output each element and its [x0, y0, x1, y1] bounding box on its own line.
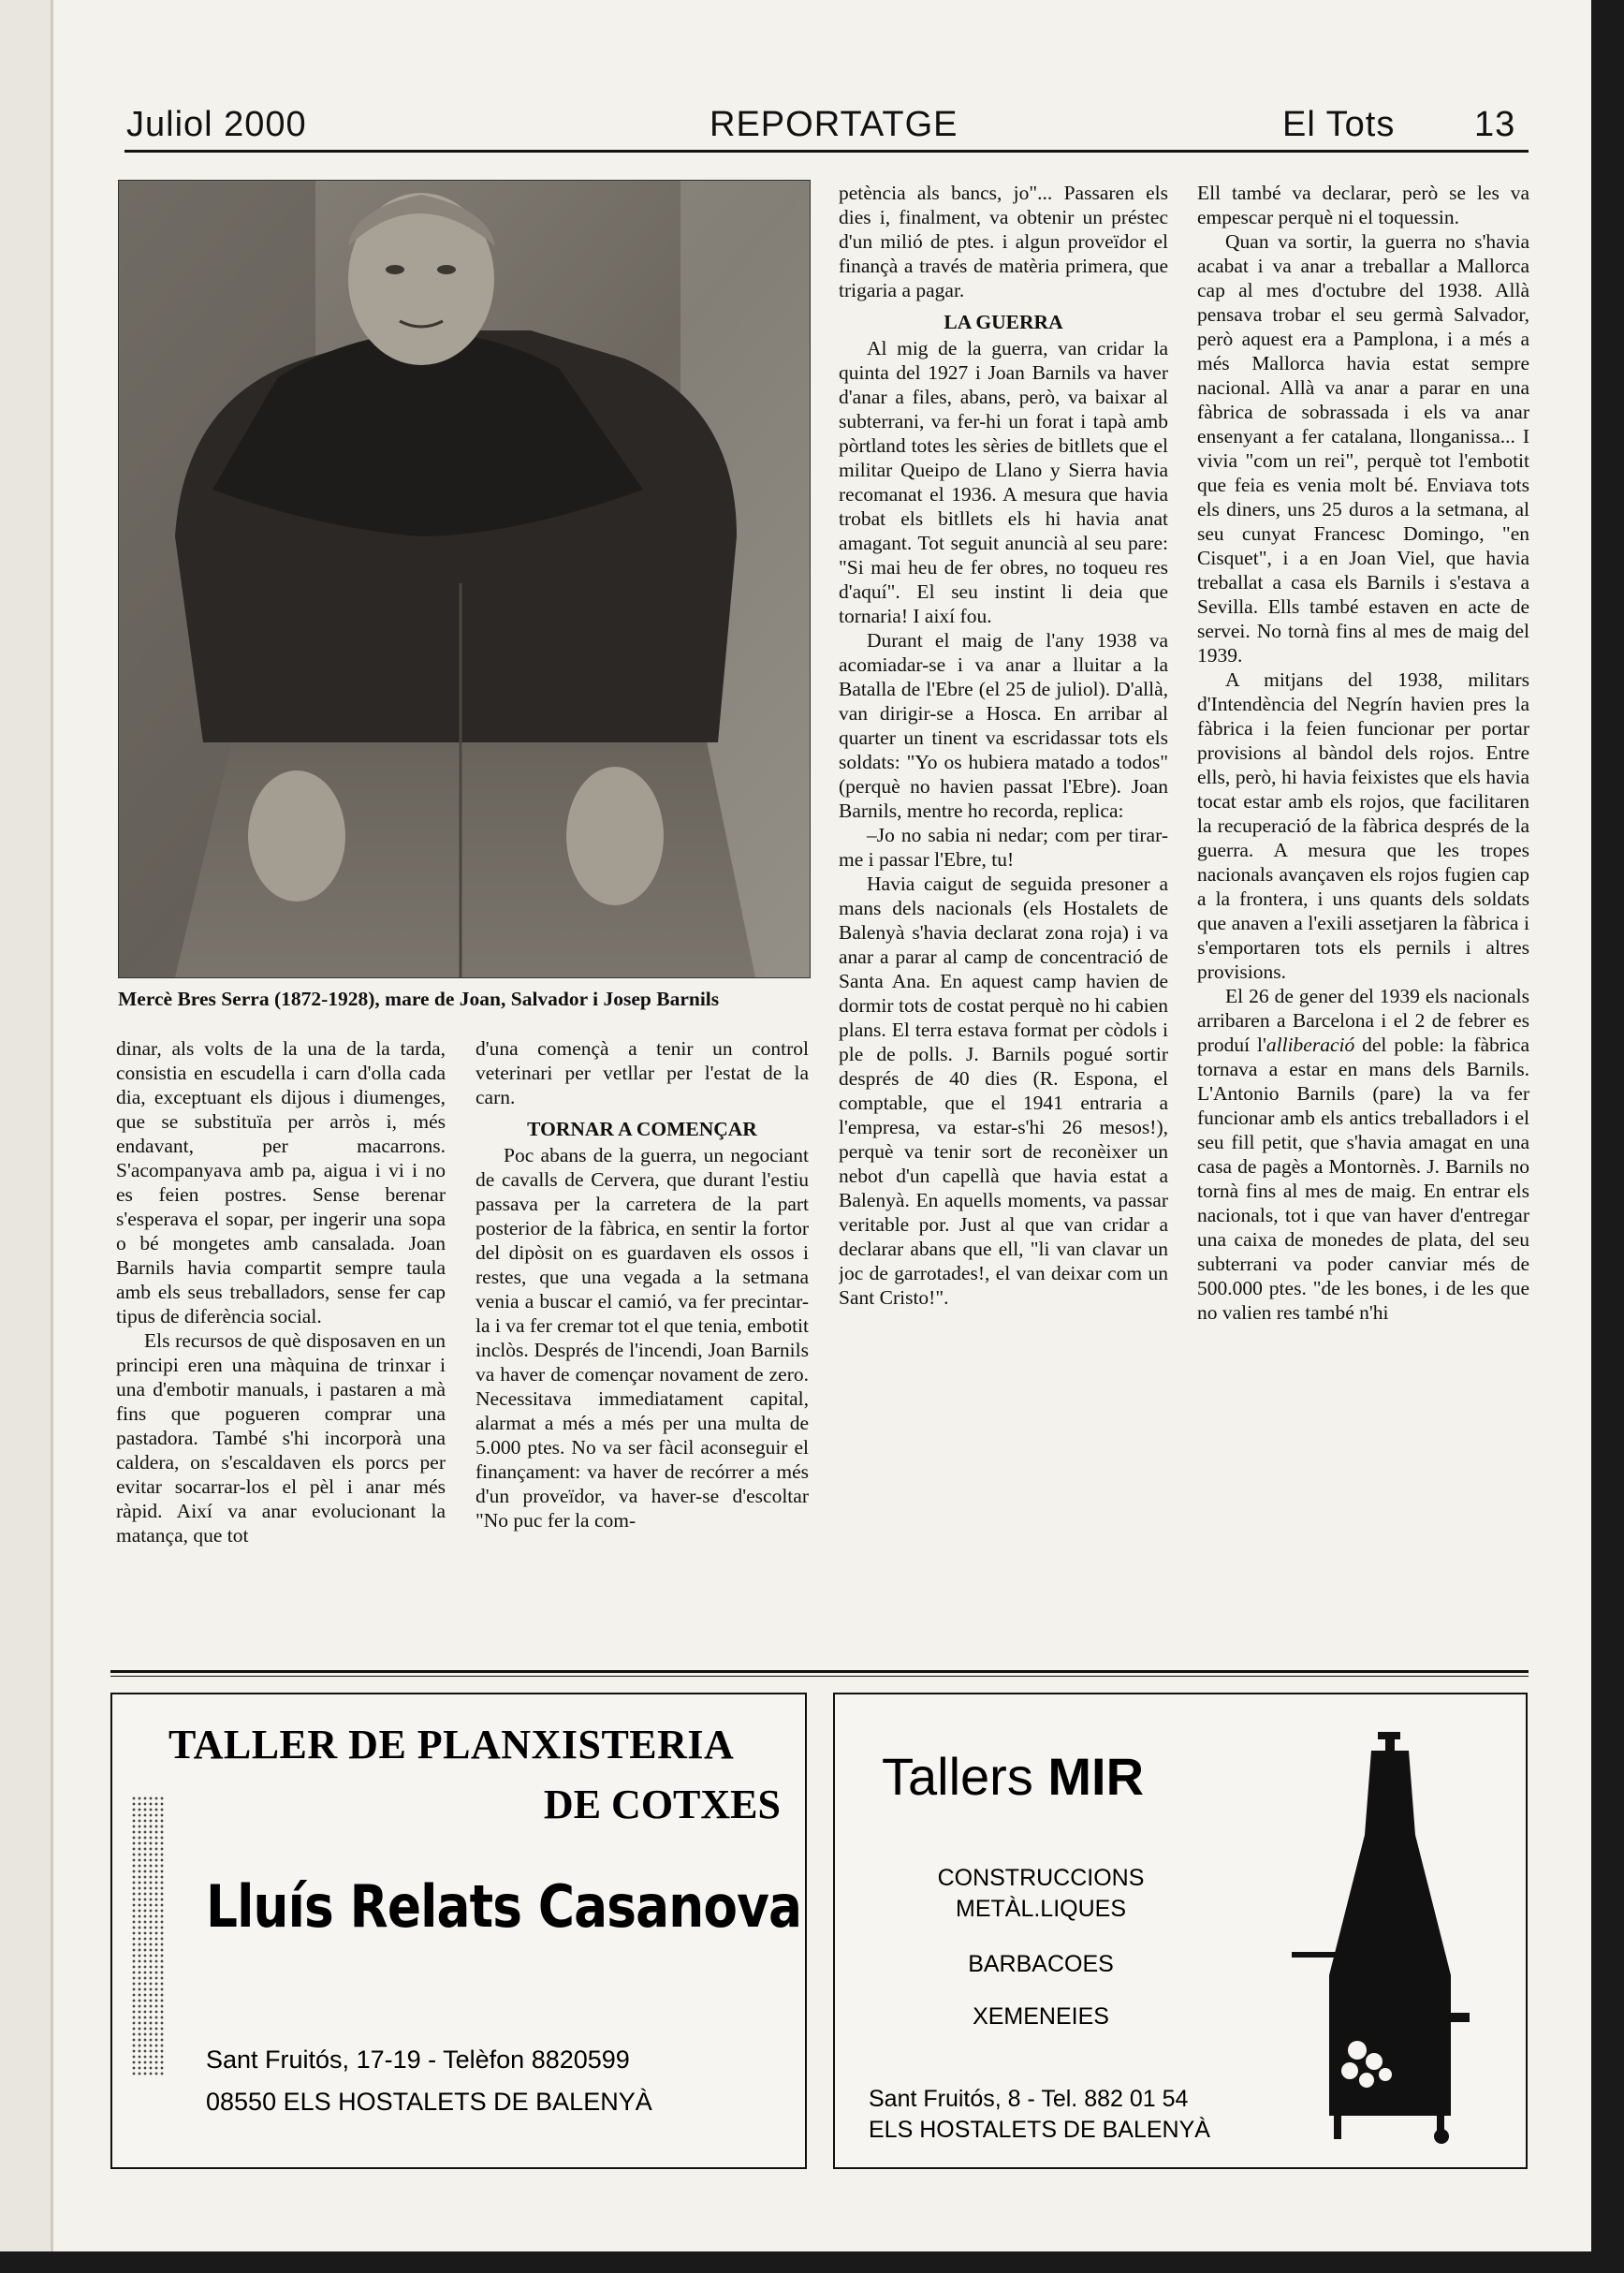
header-section: REPORTATGE	[710, 105, 958, 144]
col3-paragraph: –Jo no sabia ni nedar; com per tirar-me i passar l'Ebre, tu!	[839, 824, 1168, 871]
col4-paragraph: Ell també va declarar, però se les va empescar perquè ni el toquessin.	[1197, 182, 1529, 228]
ad-business-name: Lluís Relats Casanova	[206, 1872, 802, 1941]
ad-address-line1: Sant Fruitós, 17-19 - Telèfon 8820599	[206, 2046, 630, 2074]
portrait-photo	[118, 180, 811, 978]
portrait-image	[119, 181, 810, 977]
header-magazine: El Tots	[1282, 105, 1396, 144]
ad-title-line1: TALLER DE PLANXISTERIA	[168, 1722, 735, 1767]
col3-paragraph: Al mig de la guerra, van cridar la quinta del 1927 i Joan Barnils va haver d'anar a files, abans, però, va baixar al subterrani, va fer-hi un forat i tapà amb pòrtland totes les sèries de bitllets que el militar Queipo de Llano y Sierra havia recomanat el 1936. A mesura que havia trobat els bitllets els hi havia anat amagant. Tot seguit anuncià al seu pare: "Si mai heu de fer obres, no toqueu res d'aquí". El seu instint li deia que tornaria! I així fou.	[839, 337, 1168, 627]
col4-paragraph: A mitjans del 1938, militars d'Intendència del Negrín havien pres la fàbrica i la feien funcionar per portar provisions al bàndol dels rojos. Entre ells, però, hi havia feixistes que els havia tocat estar amb els rojos, que facilitaren la recuperació de la fàbrica després de la guerra. A mesura que les tropes nacionals avançaven els rojos fugien cap a la frontera, i uns quants dels soldats que anaven a l'exili assetjaren la fàbrica i s'emportaren tots els pernils i altres provisions.	[1197, 668, 1529, 983]
article-column-1	[116, 1036, 446, 1662]
col4-paragraph	[1197, 984, 1529, 1325]
col3-paragraph: Durant el maig de l'any 1938 va acomiadar-se i va anar a lluitar a la Batalla de l'Ebre (el 25 de juliol). D'allà, van dirigir-se a Hosca. En arribar al quarter un tinent va escridassar tots els soldats: "Yo os hubiera matado a todos" (perquè no havien passat l'Ebre). Joan Barnils, mentre ho recorda, replica:	[839, 629, 1168, 822]
ads-separator-rule	[110, 1670, 1529, 1673]
section-heading-guerra: LA GUERRA	[944, 311, 1063, 333]
ad-tallers-mir	[833, 1693, 1528, 2169]
dotted-border-decoration	[131, 1796, 165, 2076]
header-page-number: 13	[1474, 105, 1516, 144]
ad-address-line2: ELS HOSTALETS DE BALENYÀ	[869, 2117, 1210, 2143]
ad-brand-bold: MIR	[1047, 1747, 1145, 1806]
article-column-3	[839, 181, 1168, 1662]
barbecue-grill-icon	[1292, 1732, 1507, 2144]
header-date: Juliol 2000	[126, 105, 307, 144]
ads-separator-rule-thin	[110, 1676, 1529, 1677]
ad-brand	[882, 1746, 1144, 1807]
col1-paragraph: Els recursos de què disposaven en un principi eren una màquina de trinxar i una d'embotir manuals, i pastaren a mà fins que pogueren comprar una pastadora. També s'hi incorporà una caldera, on s'escaldaven els porcs per evitar socarrar-los el pèl i anar més ràpid. Així va anar evolucionant la matança, que tot	[116, 1329, 446, 1547]
ad-address-line1: Sant Fruitós, 8 - Tel. 882 01 54	[869, 2086, 1189, 2112]
article-column-2	[475, 1036, 809, 1662]
running-header	[124, 105, 1529, 152]
page-spine	[51, 0, 53, 2251]
ad-service-line: CONSTRUCCIONS	[937, 1865, 1145, 1891]
ad-service-xemeneies: XEMENEIES	[973, 2003, 1109, 2030]
ad-service-construccions	[910, 1863, 1172, 1925]
ad-service-line: METÀL.LIQUES	[956, 1896, 1126, 1922]
ad-brand-light: Tallers	[882, 1747, 1048, 1806]
ad-planxisteria	[110, 1693, 807, 2169]
header-rule	[124, 150, 1529, 153]
col2-paragraph: Poc abans de la guerra, un negociant de cavalls de Cervera, que durant l'estiu passava per la carretera de la part posterior de la fàbrica, en sentir la fortor del dipòsit on es guardaven els ossos i restes, que una vegada a la setmana venia a buscar el camió, va fer precintar-la i va fer cremar tot el que tenia, embotit inclòs. Després de l'incendi, Joan Barnils va haver de començar novament de zero. Necessitava immediatament capital, alarmat a més a més per una multa de 5.000 ptes. No va ser fàcil aconseguir el finançament: va haver de recórrer a més d'un proveïdor, va haver-se d'escoltar "No puc fer la com-	[475, 1144, 809, 1532]
col1-paragraph: dinar, als volts de la una de la tarda, consistia en escudella i carn d'olla cada dia, exceptuant els dijous i diumenges, que se substituïa per arròs i, més endavant, per macarrons. S'acompanyava amb pa, aigua i vi i no es feien postres. Sense berenar s'esperava el sopar, per ingerir una sopa o bé mongetes amb cansalada. Joan Barnils havia compartit sempre taula amb els seus treballadors, sense fer cap tipus de diferència social.	[116, 1037, 446, 1327]
col3-paragraph: petència als bancs, jo"... Passaren els dies i, finalment, va obtenir un préstec d'un milió de ptes. i algun proveïdor el finançà a través de matèria primera, que trigaria a pagar.	[839, 182, 1168, 301]
article-column-4	[1197, 181, 1529, 1662]
section-heading-tornar: TORNAR A COMENÇAR	[527, 1118, 757, 1140]
ad-title-line2: DE COTXES	[543, 1782, 781, 1827]
col3-paragraph: Havia caigut de seguida presoner a mans dels nacionals (els Hostalets de Balenyà s'havia declarat zona roja) i va anar a parar al camp de concentració de Santa Ana. En aquest camp havien de dormir tots de costat perquè no hi cabien plans. El terra estava format per còdols i ple de polls. J. Barnils pogué sortir després de 40 dies (R. Espona, el comptable, que el 1941 entraria a l'empresa, va estar-s'hi 26 mesos!), perquè va tenir sort de reconèixer un nebot d'un capellà que havia estat a Balenyà. En aquells moments, va passar veritable por. Just al que van cridar a declarar abans que ell, "li van clavar un joc de garrotades!, el van deixar com un Sant Cristo!".	[839, 873, 1168, 1309]
col4-paragraph: Quan va sortir, la guerra no s'havia acabat i va anar a treballar a Mallorca cap al mes d'octubre del 1938. Allà pensava trobar el seu germà Salvador, però aquest era a Pamplona, i a més a més Mallorca havia estat sempre nacional. Allà va anar a parar en una fàbrica de sobrassada i els va anar ensenyant a fer catalana, llonganissa... I vivia "com un rei", perquè tot l'embotit que feia es venia molt bé. Enviava tots els diners, uns 25 duros a la setmana, al seu cunyat Francesc Domingo, "en Cisquet", i a en Joan Viel, que havia treballat a casa els Barnils i s'estava a Sevilla. Ells també estaven en acte de servei. No tornà fins al mes de maig del 1939.	[1197, 230, 1529, 667]
ad-address-line2: 08550 ELS HOSTALETS DE BALENYÀ	[206, 2088, 652, 2116]
col2-paragraph: d'una començà a tenir un control veterinari per vetllar per l'estat de la carn.	[475, 1037, 809, 1108]
col4-text: El 26 de gener del 1939 els nacionals arribaren a Barcelona i el 2 de febrer es produí l'	[1197, 985, 1529, 1056]
ad-service-barbacoes: BARBACOES	[968, 1951, 1114, 1977]
col4-text: del poble: la fàbrica tornava a estar en mans dels Barnils. L'Antonio Barnils (pare) la va fer funcionar amb els antics treballadors i el seu fill petit, que s'havia amagat en una casa de pagès a Montornès. J. Barnils no tornà fins al mes de maig. En entrar els nacionals, tot i que van haver d'entregar una caixa de monedes de plata, del seu subterrani va poder canviar més de 500.000 ptes. "de les bones, i de les que no valien res també n'hi	[1197, 1034, 1529, 1324]
photo-caption: Mercè Bres Serra (1872-1928), mare de Joan, Salvador i Josep Barnils	[118, 988, 720, 1010]
col4-italic-text: alliberació	[1266, 1034, 1355, 1056]
